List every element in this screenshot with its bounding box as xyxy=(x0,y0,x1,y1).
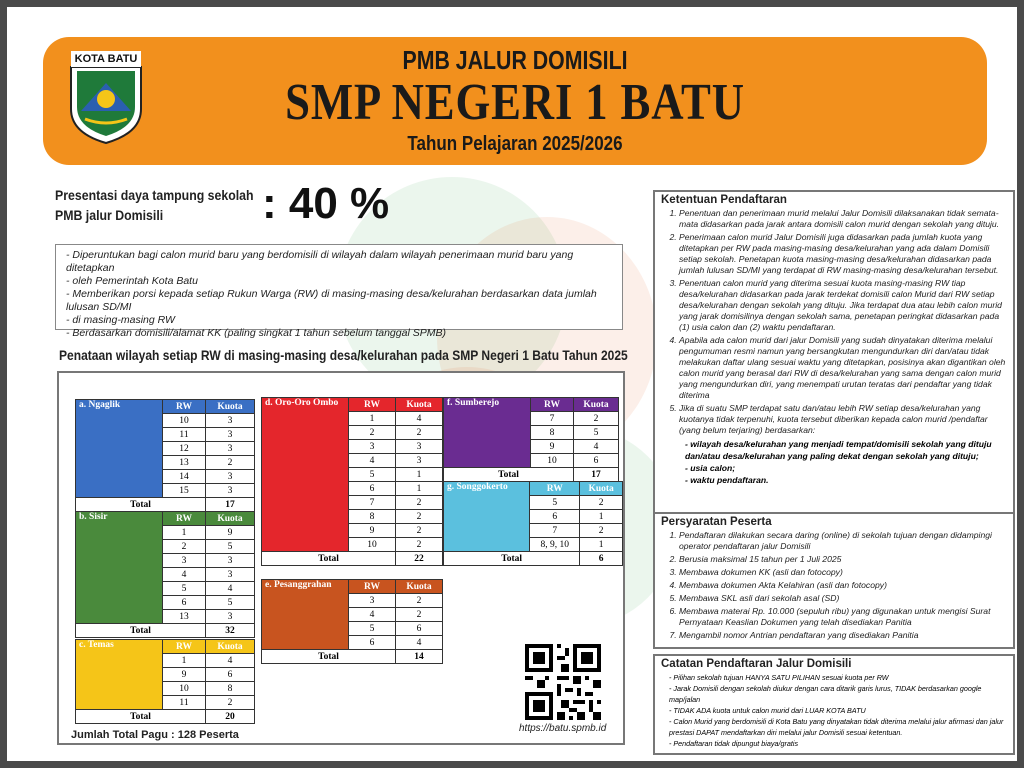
rw-cell: 5 xyxy=(163,582,206,596)
catatan-panel xyxy=(653,654,1015,755)
kuota-cell: 9 xyxy=(206,526,255,540)
ketentuan-subitem: - wilayah desa/kelurahan yang menjadi tempat/domisili sekolah yang dituju dan/atau desa/kelurahan yang paling dekat dengan sekolah yang dituju; xyxy=(685,438,1007,462)
total-value: 20 xyxy=(206,710,255,724)
rw-cell: 11 xyxy=(163,696,206,710)
kuota-cell: 3 xyxy=(206,428,255,442)
persyaratan-item: 4. Membawa dokumen Akta Kelahiran (asli dan fotocopy) xyxy=(679,580,1007,591)
rw-cell: 7 xyxy=(530,524,580,538)
total-label: Total xyxy=(444,468,574,482)
poster xyxy=(7,7,1017,761)
kuota-cell: 3 xyxy=(206,470,255,484)
rw-cell: 3 xyxy=(349,594,396,608)
kuota-cell: 6 xyxy=(396,622,443,636)
rw-cell: 8 xyxy=(349,510,396,524)
kuota-cell: 4 xyxy=(206,654,255,668)
kuota-cell: 1 xyxy=(580,538,623,552)
catatan-item: - Pilihan sekolah tujuan HANYA SATU PILIHAN sesuai kuota per RW xyxy=(669,672,1007,683)
rw-header: RW xyxy=(163,512,206,526)
table-name-cell: b. Sisir xyxy=(76,512,163,624)
kuota-cell: 5 xyxy=(574,426,619,440)
ketentuan-item: 1. Penentuan dan penerimaan murid melalui Jalur Domisili dilaksanakan tidak semata-mata didasarkan pada jarak antara domisili calon murid dengan sekolah yang dituju. xyxy=(679,208,1007,230)
rw-cell: 15 xyxy=(163,484,206,498)
rw-cell: 9 xyxy=(531,440,574,454)
table-temas xyxy=(75,639,255,724)
rw-cell: 12 xyxy=(163,442,206,456)
rw-cell: 8 xyxy=(531,426,574,440)
total-label: Total xyxy=(444,552,580,566)
kuota-header: Kuota xyxy=(206,512,255,526)
rw-cell: 8, 9, 10 xyxy=(530,538,580,552)
kuota-header: Kuota xyxy=(580,482,623,496)
ketentuan-title: Ketentuan Pendaftaran xyxy=(661,194,787,206)
qr-url: https://batu.spmb.id xyxy=(519,723,607,734)
kuota-cell: 1 xyxy=(396,482,443,496)
rw-header: RW xyxy=(163,400,206,414)
table-sisir xyxy=(75,511,255,638)
ketentuan-item: 2. Penerimaan calon murid Jalur Domisili juga didasarkan pada jumlah kuota yang ditetapkan per RW pada masing-masing desa/kelurahan yang ada dalam Domisili setiap sekolah. Penetapan kuota masing-masing desa/kelurahan didasarkan pada jumlah lulusan SD/MI yang terdapat di RW masing-masing desa/kelurahan tersebut. xyxy=(679,232,1007,276)
table-name-cell: f. Sumberejo xyxy=(444,398,531,468)
rw-cell: 2 xyxy=(163,540,206,554)
rw-cell: 6 xyxy=(530,510,580,524)
kuota-cell: 2 xyxy=(580,496,623,510)
rw-cell: 9 xyxy=(163,668,206,682)
kuota-cell: 2 xyxy=(206,696,255,710)
rw-header: RW xyxy=(163,640,206,654)
rw-cell: 10 xyxy=(531,454,574,468)
presentasi-label-2: PMB jalur Domisili xyxy=(55,207,164,223)
kuota-cell: 1 xyxy=(396,468,443,482)
kuota-cell: 3 xyxy=(206,484,255,498)
persyaratan-item: 3. Membawa dokumen KK (asli dan fotocopy) xyxy=(679,567,1007,578)
kuota-cell: 1 xyxy=(580,510,623,524)
kuota-cell: 5 xyxy=(206,596,255,610)
table-sumberejo xyxy=(443,397,619,482)
presentasi-value: : 40 % xyxy=(262,179,390,228)
presentasi-label xyxy=(55,185,254,225)
rw-cell: 5 xyxy=(349,468,396,482)
logo-text: KOTA BATU xyxy=(74,53,138,65)
kuota-cell: 3 xyxy=(396,454,443,468)
table-name-cell: a. Ngaglik xyxy=(76,400,163,498)
kuota-cell: 2 xyxy=(396,510,443,524)
rw-cell: 4 xyxy=(349,608,396,622)
notes-box xyxy=(55,244,623,339)
kuota-cell: 2 xyxy=(580,524,623,538)
kuota-cell: 4 xyxy=(396,412,443,426)
note-item: - Memberikan porsi kepada setiap Rukun Warga (RW) di masing-masing desa/kelurahan berdasarkan data jumlah lulusan SD/MI xyxy=(66,288,622,314)
table-name-cell: d. Oro-Oro Ombo xyxy=(262,398,349,552)
total-label: Total xyxy=(262,650,396,664)
kuota-header: Kuota xyxy=(396,580,443,594)
rw-cell: 11 xyxy=(163,428,206,442)
table-ngaglik xyxy=(75,399,255,512)
rw-cell: 10 xyxy=(163,682,206,696)
rw-cell: 1 xyxy=(163,526,206,540)
kuota-cell: 2 xyxy=(396,538,443,552)
rw-cell: 1 xyxy=(349,412,396,426)
rw-cell: 5 xyxy=(530,496,580,510)
ketentuan-panel xyxy=(653,190,1015,514)
kuota-cell: 2 xyxy=(396,594,443,608)
rw-header: RW xyxy=(530,482,580,496)
rw-section-title: Penataan wilayah setiap RW di masing-masing desa/kelurahan pada SMP Negeri 1 Batu Tahun 2025 xyxy=(59,347,628,363)
rw-cell: 14 xyxy=(163,470,206,484)
rw-header: RW xyxy=(349,580,396,594)
kuota-cell: 2 xyxy=(396,524,443,538)
kuota-cell: 8 xyxy=(206,682,255,696)
rw-cell: 6 xyxy=(349,636,396,650)
total-label: Total xyxy=(76,624,206,638)
header-banner xyxy=(43,37,987,165)
ketentuan-subitem: - waktu pendaftaran. xyxy=(685,474,1007,486)
table-name-cell: c. Temas xyxy=(76,640,163,710)
kuota-cell: 3 xyxy=(206,568,255,582)
header-subtitle: PMB JALUR DOMISILI xyxy=(402,45,628,75)
total-value: 14 xyxy=(396,650,443,664)
total-label: Total xyxy=(76,498,206,512)
ketentuan-item: 5. Jika di suatu SMP terdapat satu dan/atau lebih RW setiap desa/kelurahan yang kuotanya tidak terpenuhi, kuota tersebut diberikan kepada calon murid /pendaftar (yang belum terjaring) berdasarkan: xyxy=(679,403,1007,436)
kuota-header: Kuota xyxy=(206,640,255,654)
persyaratan-item: 7. Mengambil nomor Antrian pendaftaran yang disediakan Panitia xyxy=(679,630,1007,641)
total-value: 17 xyxy=(574,468,619,482)
rw-cell: 10 xyxy=(349,538,396,552)
kuota-cell: 3 xyxy=(206,442,255,456)
total-pagu: Jumlah Total Pagu : 128 Peserta xyxy=(71,729,239,741)
rw-cell: 7 xyxy=(531,412,574,426)
catatan-item: - Jarak Domisili dengan sekolah diukur dengan cara ditarik garis lurus, TIDAK berdasarkan google map/jalan xyxy=(669,683,1007,705)
total-value: 17 xyxy=(206,498,255,512)
note-item: - Diperuntukan bagi calon murid baru yang berdomisili di wilayah dalam wilayah penerimaan murid baru yang ditetapkan xyxy=(66,249,622,275)
rw-header: RW xyxy=(349,398,396,412)
kuota-cell: 5 xyxy=(206,540,255,554)
kuota-cell: 4 xyxy=(206,582,255,596)
kuota-header: Kuota xyxy=(574,398,619,412)
table-songgokerto xyxy=(443,481,623,566)
rw-cell: 1 xyxy=(163,654,206,668)
header-title: SMP NEGERI 1 BATU xyxy=(285,74,745,131)
ketentuan-item: 3. Penentuan calon murid yang diterima sesuai kuota masing-masing RW tiap desa/kelurahan didasarkan pada jarak terdekat domisili calon Murid dari RW setiap desa/kelurahan dengan sekolah yang dituju. Jika terdapat dua atau lebih calon murid yang jarak domisilinya dengan sekolah sama, penetapan peringkat didasarkan pada (1) usia calon dan (2) waktu pendaftaran. xyxy=(679,278,1007,333)
kuota-cell: 2 xyxy=(396,496,443,510)
catatan-item: - TIDAK ADA kuota untuk calon murid dari LUAR KOTA BATU xyxy=(669,705,1007,716)
kuota-cell: 3 xyxy=(206,610,255,624)
rw-cell: 6 xyxy=(163,596,206,610)
rw-header: RW xyxy=(531,398,574,412)
kuota-cell: 6 xyxy=(574,454,619,468)
persyaratan-title: Persyaratan Peserta xyxy=(661,516,772,528)
rw-cell: 4 xyxy=(163,568,206,582)
presentasi-label-1: Presentasi daya tampung sekolah xyxy=(55,187,254,203)
total-value: 22 xyxy=(396,552,443,566)
catatan-item: - Calon Murid yang berdomisili di Kota Batu yang dinyatakan tidak diterima melalui jalur afirmasi dan jalur prestasi DAPAT mendaftarkan diri melalui jalur Domisili sesuai ketentuan. xyxy=(669,716,1007,738)
kuota-cell: 2 xyxy=(396,426,443,440)
total-label: Total xyxy=(76,710,206,724)
catatan-title: Catatan Pendaftaran Jalur Domisili xyxy=(661,658,852,670)
rw-cell: 4 xyxy=(349,454,396,468)
kuota-header: Kuota xyxy=(206,400,255,414)
persyaratan-item: 6. Membawa materai Rp. 10.000 (sepuluh ribu) yang digunakan untuk mengisi Surat Pernyataan Keaslian Dokumen yang telah disediakan Panitia xyxy=(679,606,1007,628)
rw-cell: 9 xyxy=(349,524,396,538)
total-value: 32 xyxy=(206,624,255,638)
qr-code xyxy=(522,641,604,723)
catatan-item: - Pendaftaran tidak dipungut biaya/gratis xyxy=(669,738,1007,749)
rw-cell: 3 xyxy=(349,440,396,454)
total-value: 6 xyxy=(580,552,623,566)
kuota-cell: 4 xyxy=(396,636,443,650)
rw-cell: 13 xyxy=(163,456,206,470)
ketentuan-subitem: - usia calon; xyxy=(685,462,1007,474)
total-label: Total xyxy=(262,552,396,566)
header-year: Tahun Pelajaran 2025/2026 xyxy=(407,133,623,155)
ketentuan-item: 4. Apabila ada calon murid dari jalur Domisili yang sudah dinyatakan diterima melalui pengumuman resmi namun yang bersangkutan mengundurkan diri dan/atau tidak melakukan daftar ulang sesuai waktu yang ditetapkan, posisinya akan digantikan oleh calon murid yang berasal dari RW di desa/kelurahan yang sama dengan calon murid yang mengundurkan diri, yang menempati urutan teratas dari pendaftar yang tidak diterima xyxy=(679,335,1007,401)
rw-cell: 5 xyxy=(349,622,396,636)
rw-cell: 13 xyxy=(163,610,206,624)
note-item: - Berdasarkan domisili/alamat KK (paling singkat 1 tahun sebelum tanggal SPMB) xyxy=(66,327,622,340)
kuota-cell: 2 xyxy=(206,456,255,470)
note-item: - oleh Pemerintah Kota Batu xyxy=(66,275,622,288)
kuota-cell: 4 xyxy=(574,440,619,454)
kuota-cell: 2 xyxy=(396,608,443,622)
kuota-cell: 2 xyxy=(574,412,619,426)
persyaratan-item: 1. Pendaftaran dilakukan secara daring (online) di sekolah tujuan dengan didampingi operator pendaftaran jalur Domisili xyxy=(679,530,1007,552)
kuota-cell: 3 xyxy=(206,554,255,568)
kuota-header: Kuota xyxy=(396,398,443,412)
rw-cell: 6 xyxy=(349,482,396,496)
kuota-cell: 3 xyxy=(206,414,255,428)
rw-cell: 10 xyxy=(163,414,206,428)
table-oro-oro-ombo xyxy=(261,397,443,566)
rw-cell: 2 xyxy=(349,426,396,440)
kuota-cell: 3 xyxy=(396,440,443,454)
rw-cell: 7 xyxy=(349,496,396,510)
persyaratan-item: 2. Berusia maksimal 15 tahun per 1 Juli 2025 xyxy=(679,554,1007,565)
note-item: - di masing-masing RW xyxy=(66,314,622,327)
table-pesanggrahan xyxy=(261,579,443,664)
kuota-cell: 6 xyxy=(206,668,255,682)
persyaratan-panel xyxy=(653,512,1015,649)
table-name-cell: e. Pesanggrahan xyxy=(262,580,349,650)
persyaratan-item: 5. Membawa SKL asli dari sekolah asal (SD) xyxy=(679,593,1007,604)
table-name-cell: g. Songgokerto xyxy=(444,482,530,552)
rw-cell: 3 xyxy=(163,554,206,568)
